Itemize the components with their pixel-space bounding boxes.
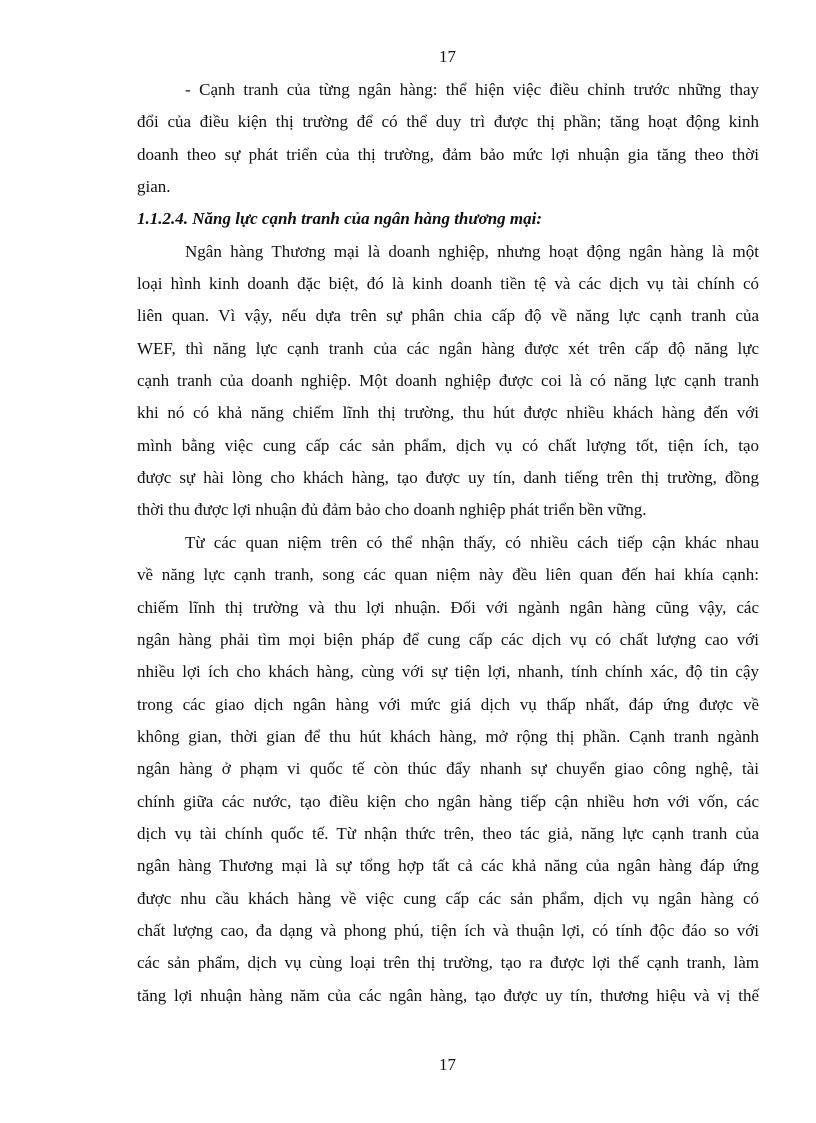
paragraph-3-line: nhiều lợi ích cho khách hàng, cùng với sự tiện lợi, nhanh, tính chính xác, độ tin cậy: [137, 662, 759, 682]
paragraph-2-line: được sự hài lòng cho khách hàng, tạo được uy tín, danh tiếng trên thị trường, đồng: [137, 468, 759, 488]
paragraph-1-line: gian.: [137, 177, 171, 197]
paragraph-3-line: tăng lợi nhuận hàng năm của các ngân hàng, tạo được uy tín, thương hiệu và vị thế: [137, 985, 759, 1005]
paragraph-3-line: không gian, thời gian để thu hút khách hàng, mở rộng thị phần. Cạnh tranh ngành: [137, 726, 759, 746]
section-heading: 1.1.2.4. Năng lực cạnh tranh của ngân hàng thương mại:: [137, 209, 543, 229]
paragraph-3-line: ngân hàng phải tìm mọi biện pháp để cung cấp các dịch vụ có chất lượng cao với: [137, 629, 759, 649]
paragraph-1-line: đổi của điều kiện thị trường để có thể duy trì được thị phần; tăng hoạt động kinh: [137, 112, 759, 132]
paragraph-3-line: các sản phẩm, dịch vụ cùng loại trên thị trường, tạo ra được lợi thế cạnh tranh, làm: [137, 953, 759, 973]
paragraph-3-line: dịch vụ tài chính quốc tế. Từ nhận thức trên, theo tác giả, năng lực cạnh tranh của: [137, 823, 759, 843]
paragraph-3-line: được nhu cầu khách hàng về việc cung cấp các sản phẩm, dịch vụ ngân hàng có: [137, 888, 759, 908]
paragraph-2-line: khi nó có khả năng chiếm lĩnh thị trường, thu hút được nhiều khách hàng đến với: [137, 403, 759, 423]
paragraph-3-line: chính giữa các nước, tạo điều kiện cho ngân hàng tiếp cận nhiều hơn với vốn, các: [137, 791, 759, 811]
paragraph-2-line: mình bằng việc cung cấp các sản phẩm, dịch vụ có chất lượng tốt, tiện ích, tạo: [137, 435, 759, 455]
paragraph-2-line: cạnh tranh của doanh nghiệp. Một doanh nghiệp được coi là có năng lực cạnh tranh: [137, 371, 759, 391]
paragraph-1-line: - Cạnh tranh của từng ngân hàng: thể hiện việc điều chỉnh trước những thay: [185, 80, 759, 99]
paragraph-2-line: loại hình kinh doanh đặc biệt, đó là kinh doanh tiền tệ và các dịch vụ tài chính có: [137, 274, 759, 294]
paragraph-3-line: ngân hàng ở phạm vi quốc tế còn thúc đẩy nhanh sự chuyển giao công nghệ, tài: [137, 759, 759, 779]
page-number-bottom: 17: [439, 1055, 456, 1074]
paragraph-3-line: chất lượng cao, đa dạng và phong phú, tiện ích và thuận lợi, có tính độc đáo so với: [137, 920, 759, 940]
paragraph-1-line: doanh theo sự phát triển của thị trường, đảm bảo mức lợi nhuận gia tăng theo thời: [137, 144, 759, 164]
paragraph-3-line: trong các giao dịch ngân hàng với mức giá dịch vụ thấp nhất, đáp ứng được về: [137, 694, 759, 714]
paragraph-3-line: chiếm lĩnh thị trường và thu lợi nhuận. Đối với ngành ngân hàng cũng vậy, các: [137, 597, 759, 617]
paragraph-3-line: Từ các quan niệm trên có thể nhận thấy, có nhiều cách tiếp cận khác nhau: [185, 532, 759, 552]
paragraph-3-line: về năng lực cạnh tranh, song các quan niệm này đều liên quan đến hai khía cạnh:: [137, 565, 759, 585]
paragraph-2-line: Ngân hàng Thương mại là doanh nghiệp, nhưng hoạt động ngân hàng là một: [185, 241, 759, 261]
paragraph-2-line: liên quan. Vì vậy, nếu dựa trên sự phân chia cấp độ về năng lực cạnh tranh của: [137, 306, 759, 326]
paragraph-3-line: ngân hàng Thương mại là sự tổng hợp tất cả các khả năng của ngân hàng đáp ứng: [137, 856, 759, 876]
paragraph-2-line: thời thu được lợi nhuận đủ đảm bảo cho doanh nghiệp phát triển bền vững.: [137, 500, 647, 520]
paragraph-2-line: WEF, thì năng lực cạnh tranh của các ngân hàng được xét trên cấp độ năng lực: [137, 338, 759, 358]
document-body: [137, 74, 759, 1012]
page-number-top: 17: [439, 47, 456, 66]
